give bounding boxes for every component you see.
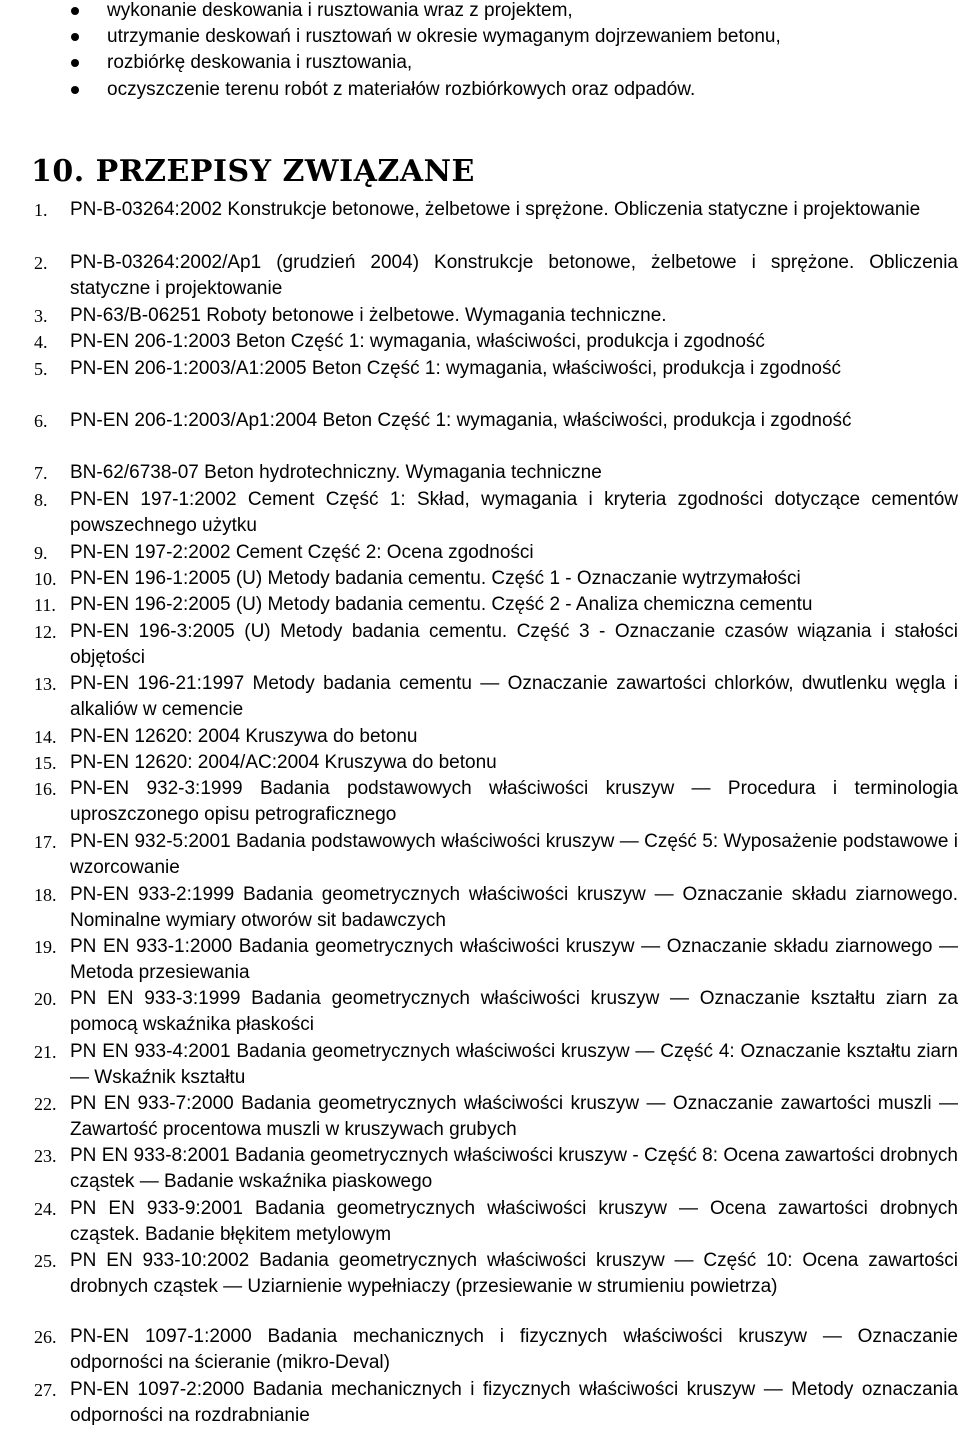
reference-number: 25. xyxy=(34,1251,57,1271)
reference-number: 20. xyxy=(34,989,57,1009)
reference-text: PN EN 933-1:2000 Badania geometrycznych właściwości kruszyw — Oznaczanie składu ziarnowego — Metoda przesiewania xyxy=(70,936,958,984)
reference-text: PN-EN 196-2:2005 (U) Metody badania cementu. Część 2 - Analiza chemiczna cementu xyxy=(70,594,813,615)
reference-number: 11. xyxy=(34,595,56,615)
reference-number: 10. xyxy=(34,569,57,589)
reference-text: PN-EN 12620: 2004/AC:2004 Kruszywa do betonu xyxy=(70,752,497,773)
reference-text: PN-EN 12620: 2004 Kruszywa do betonu xyxy=(70,726,418,747)
bullet-item xyxy=(0,0,960,26)
reference-number: 4. xyxy=(34,332,48,352)
section-title: PRZEPISY ZWIĄZANE xyxy=(95,154,475,189)
bullet-text: wykonanie deskowania i rusztowania wraz z projektem, xyxy=(107,0,573,21)
reference-number: 3. xyxy=(34,306,48,326)
bullet-text: oczyszczenie terenu robót z materiałów rozbiórkowych oraz odpadów. xyxy=(107,78,696,100)
reference-number: 15. xyxy=(34,753,57,773)
reference-number: 13. xyxy=(34,674,57,694)
bullet-item xyxy=(0,79,960,105)
reference-text: PN-EN 196-21:1997 Metody badania cementu — Oznaczanie zawartości chlorków, dwutlenku węgla i alkaliów w cemencie xyxy=(70,673,958,721)
section-number: 10. xyxy=(31,154,85,189)
reference-number: 6. xyxy=(34,411,48,431)
reference-text: PN-B-03264:2002/Ap1 (grudzień 2004) Konstrukcje betonowe, żelbetowe i sprężone. Obliczenia statyczne i projektowanie xyxy=(70,252,958,300)
reference-text: PN-EN 206-1:2003/A1:2005 Beton Część 1: wymagania, właściwości, produkcja i zgodność xyxy=(70,358,841,379)
reference-text: PN-EN 933-2:1999 Badania geometrycznych właściwości kruszyw — Oznaczanie składu ziarnowego. Nominalne wymiary otworów sit badawczych xyxy=(70,884,958,932)
reference-number: 8. xyxy=(34,490,48,510)
bullet-icon xyxy=(71,86,79,94)
bullet-icon xyxy=(71,7,79,15)
reference-text: PN-EN 197-1:2002 Cement Część 1: Skład, wymagania i kryteria zgodności dotyczące cementów powszechnego użytku xyxy=(70,489,958,537)
reference-text: PN-63/B-06251 Roboty betonowe i żelbetowe. Wymagania techniczne. xyxy=(70,305,667,326)
reference-text: PN EN 933-7:2000 Badania geometrycznych właściwości kruszyw — Oznaczanie zawartości muszli — Zawartość procentowa muszli w kruszywach grubych xyxy=(70,1093,958,1141)
reference-number: 12. xyxy=(34,622,57,642)
reference-text: PN-EN 196-3:2005 (U) Metody badania cementu. Część 3 - Oznaczanie czasów wiązania i stałości objętości xyxy=(70,621,958,669)
bullet-text: utrzymanie deskowań i rusztowań w okresie wymaganym dojrzewaniem betonu, xyxy=(107,26,781,48)
reference-text: PN-EN 197-2:2002 Cement Część 2: Ocena zgodności xyxy=(70,542,534,563)
reference-text: BN-62/6738-07 Beton hydrotechniczny. Wymagania techniczne xyxy=(70,462,602,483)
reference-text: PN EN 933-9:2001 Badania geometrycznych właściwości kruszyw — Ocena zawartości drobnych cząstek. Badanie błękitem metylowym xyxy=(70,1198,958,1246)
reference-number: 7. xyxy=(34,463,48,483)
reference-number: 27. xyxy=(34,1380,57,1400)
reference-number: 17. xyxy=(34,832,57,852)
bullet-list xyxy=(0,0,960,105)
reference-text: PN-B-03264:2002 Konstrukcje betonowe, żelbetowe i sprężone. Obliczenia statyczne i projektowanie xyxy=(70,199,921,220)
bullet-item xyxy=(0,26,960,52)
bullet-text: rozbiórkę deskowania i rusztowania, xyxy=(107,52,413,74)
reference-number: 1. xyxy=(34,200,48,220)
section-heading xyxy=(31,150,475,194)
reference-text: PN-EN 196-1:2005 (U) Metody badania cementu. Część 1 - Oznaczanie wytrzymałości xyxy=(70,568,801,589)
bullet-icon xyxy=(71,59,79,67)
reference-text: PN-EN 932-5:2001 Badania podstawowych właściwości kruszyw — Część 5: Wyposażenie podstawowe i wzorcowanie xyxy=(70,831,958,879)
reference-text: PN-EN 932-3:1999 Badania podstawowych właściwości kruszyw — Procedura i terminologia uproszczonego opisu petrograficznego xyxy=(70,778,958,826)
reference-text: PN-EN 1097-1:2000 Badania mechanicznych i fizycznych właściwości kruszyw — Oznaczanie odporności na ścieranie (mikro-Deval) xyxy=(70,1326,958,1374)
reference-text: PN EN 933-10:2002 Badania geometrycznych właściwości kruszyw — Część 10: Ocena zawartości drobnych cząstek — Uziarnienie wypełniaczy (przesiewanie w strumieniu powietrza) xyxy=(70,1250,958,1298)
reference-number: 19. xyxy=(34,937,57,957)
reference-text: PN-EN 206-1:2003 Beton Część 1: wymagania, właściwości, produkcja i zgodność xyxy=(70,331,765,352)
bullet-icon xyxy=(71,33,79,41)
reference-text: PN EN 933-3:1999 Badania geometrycznych właściwości kruszyw — Oznaczanie kształtu ziarn za pomocą wskaźnika płaskości xyxy=(70,988,958,1036)
reference-number: 14. xyxy=(34,727,57,747)
reference-number: 18. xyxy=(34,885,57,905)
reference-number: 5. xyxy=(34,359,48,379)
reference-number: 16. xyxy=(34,779,57,799)
reference-text: PN EN 933-4:2001 Badania geometrycznych właściwości kruszyw — Część 4: Oznaczanie kształtu ziarn — Wskaźnik kształtu xyxy=(70,1041,958,1089)
reference-number: 24. xyxy=(34,1199,57,1219)
reference-text: PN EN 933-8:2001 Badania geometrycznych właściwości kruszyw - Część 8: Ocena zawartości drobnych cząstek — Badanie wskaźnika piaskowego xyxy=(70,1145,958,1193)
bullet-item xyxy=(0,52,960,78)
reference-text: PN-EN 1097-2:2000 Badania mechanicznych i fizycznych właściwości kruszyw — Metody oznaczania odporności na rozdrabnianie xyxy=(70,1379,958,1427)
reference-number: 9. xyxy=(34,543,48,563)
reference-number: 26. xyxy=(34,1327,57,1347)
reference-number: 22. xyxy=(34,1094,57,1114)
reference-number: 21. xyxy=(34,1042,57,1062)
reference-number: 23. xyxy=(34,1146,57,1166)
reference-number: 2. xyxy=(34,253,48,273)
reference-text: PN-EN 206-1:2003/Ap1:2004 Beton Część 1: wymagania, właściwości, produkcja i zgodność xyxy=(70,410,852,431)
